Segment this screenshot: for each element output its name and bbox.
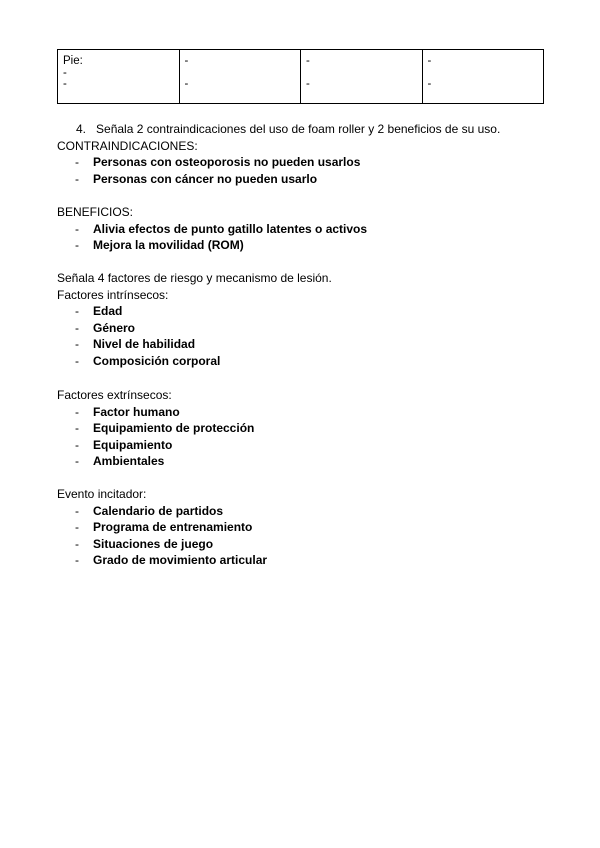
list-item-text: Equipamiento bbox=[93, 437, 173, 452]
bullet-dash: - bbox=[75, 304, 79, 319]
list-item-text: Mejora la movilidad (ROM) bbox=[93, 238, 244, 253]
table-cell bbox=[179, 50, 301, 104]
cell-dash: - bbox=[184, 78, 189, 90]
factores-section bbox=[57, 270, 332, 370]
cell-label: Pie: bbox=[63, 55, 83, 67]
list-item-text: Ambientales bbox=[93, 454, 165, 469]
question-4-section bbox=[57, 121, 500, 187]
bullet-dash: - bbox=[75, 404, 79, 419]
bullet-dash: - bbox=[75, 155, 79, 170]
list-item bbox=[57, 536, 214, 553]
list-item bbox=[57, 303, 332, 320]
list-item bbox=[57, 171, 500, 188]
cell-dash: - bbox=[63, 66, 67, 79]
list-item bbox=[57, 404, 180, 421]
list-item bbox=[57, 221, 368, 238]
list-item bbox=[57, 420, 255, 437]
bullet-dash: - bbox=[75, 221, 79, 236]
bullet-dash: - bbox=[75, 353, 79, 368]
table-cell bbox=[58, 50, 180, 104]
bullet-dash: - bbox=[75, 171, 79, 186]
cell-dash: - bbox=[306, 78, 310, 90]
list-item bbox=[57, 154, 500, 171]
cell-dash: - bbox=[427, 55, 432, 67]
table-cell bbox=[301, 50, 423, 104]
bullet-dash: - bbox=[75, 421, 79, 436]
list-item-text: Factor humano bbox=[93, 404, 180, 419]
list-item bbox=[57, 336, 332, 353]
list-item-text: Programa de entrenamiento bbox=[93, 520, 253, 535]
list-item-text: Edad bbox=[93, 304, 123, 319]
bullet-dash: - bbox=[75, 503, 79, 518]
bullet-dash: - bbox=[75, 553, 79, 568]
cell-dash: - bbox=[63, 78, 67, 90]
list-item-text: Alivia efectos de punto gatillo latentes o activos bbox=[93, 221, 368, 236]
bullet-dash: - bbox=[75, 337, 79, 352]
cell-dash: - bbox=[427, 78, 432, 90]
list-item bbox=[57, 237, 244, 254]
list-item-text: Calendario de partidos bbox=[93, 503, 224, 518]
table-row bbox=[58, 50, 544, 104]
evento-section bbox=[57, 486, 268, 569]
list-item bbox=[57, 453, 172, 470]
answer-table bbox=[57, 49, 544, 104]
factores-intro: Señala 4 factores de riesgo y mecanismo de lesión. bbox=[57, 271, 332, 285]
list-item bbox=[57, 320, 332, 337]
intrinsecos-heading: Factores intrínsecos: bbox=[57, 287, 169, 302]
list-item-text: Equipamiento de protección bbox=[93, 421, 255, 436]
list-item-text: Personas con osteoporosis no pueden usarlos bbox=[93, 155, 361, 170]
question-4 bbox=[57, 121, 500, 138]
cell-empty bbox=[185, 68, 301, 80]
extrinsecos-heading: Factores extrínsecos: bbox=[57, 388, 172, 402]
list-item bbox=[57, 353, 332, 370]
list-item bbox=[57, 437, 172, 454]
beneficios-heading: BENEFICIOS: bbox=[57, 205, 134, 219]
list-item-text: Situaciones de juego bbox=[93, 536, 214, 551]
bullet-dash: - bbox=[75, 536, 79, 551]
table-cell bbox=[422, 50, 544, 104]
extrinsecos-section bbox=[57, 387, 255, 470]
cell-dash: - bbox=[184, 55, 189, 67]
contraindicaciones-heading: CONTRAINDICACIONES: bbox=[57, 138, 198, 153]
bullet-dash: - bbox=[75, 320, 79, 335]
beneficios-section bbox=[57, 204, 368, 254]
list-item bbox=[57, 503, 224, 520]
list-item-text: Nivel de habilidad bbox=[93, 337, 196, 352]
evento-heading: Evento incitador: bbox=[57, 487, 147, 501]
cell-empty bbox=[306, 68, 422, 80]
question-text: Señala 2 contraindicaciones del uso de foam roller y 2 beneficios de su uso. bbox=[96, 122, 501, 136]
list-item bbox=[57, 552, 268, 569]
bullet-dash: - bbox=[75, 520, 79, 535]
list-item bbox=[57, 519, 253, 536]
list-item-text: Composición corporal bbox=[93, 353, 221, 368]
list-item-text: Género bbox=[93, 320, 136, 335]
list-item-text: Grado de movimiento articular bbox=[93, 553, 268, 568]
question-number: 4. bbox=[76, 122, 87, 136]
cell-dash: - bbox=[306, 55, 310, 67]
list-item-text: Personas con cáncer no pueden usarlo bbox=[93, 171, 318, 186]
bullet-dash: - bbox=[75, 454, 79, 469]
bullet-dash: - bbox=[75, 437, 79, 452]
cell-empty bbox=[428, 68, 544, 80]
bullet-dash: - bbox=[75, 238, 79, 253]
